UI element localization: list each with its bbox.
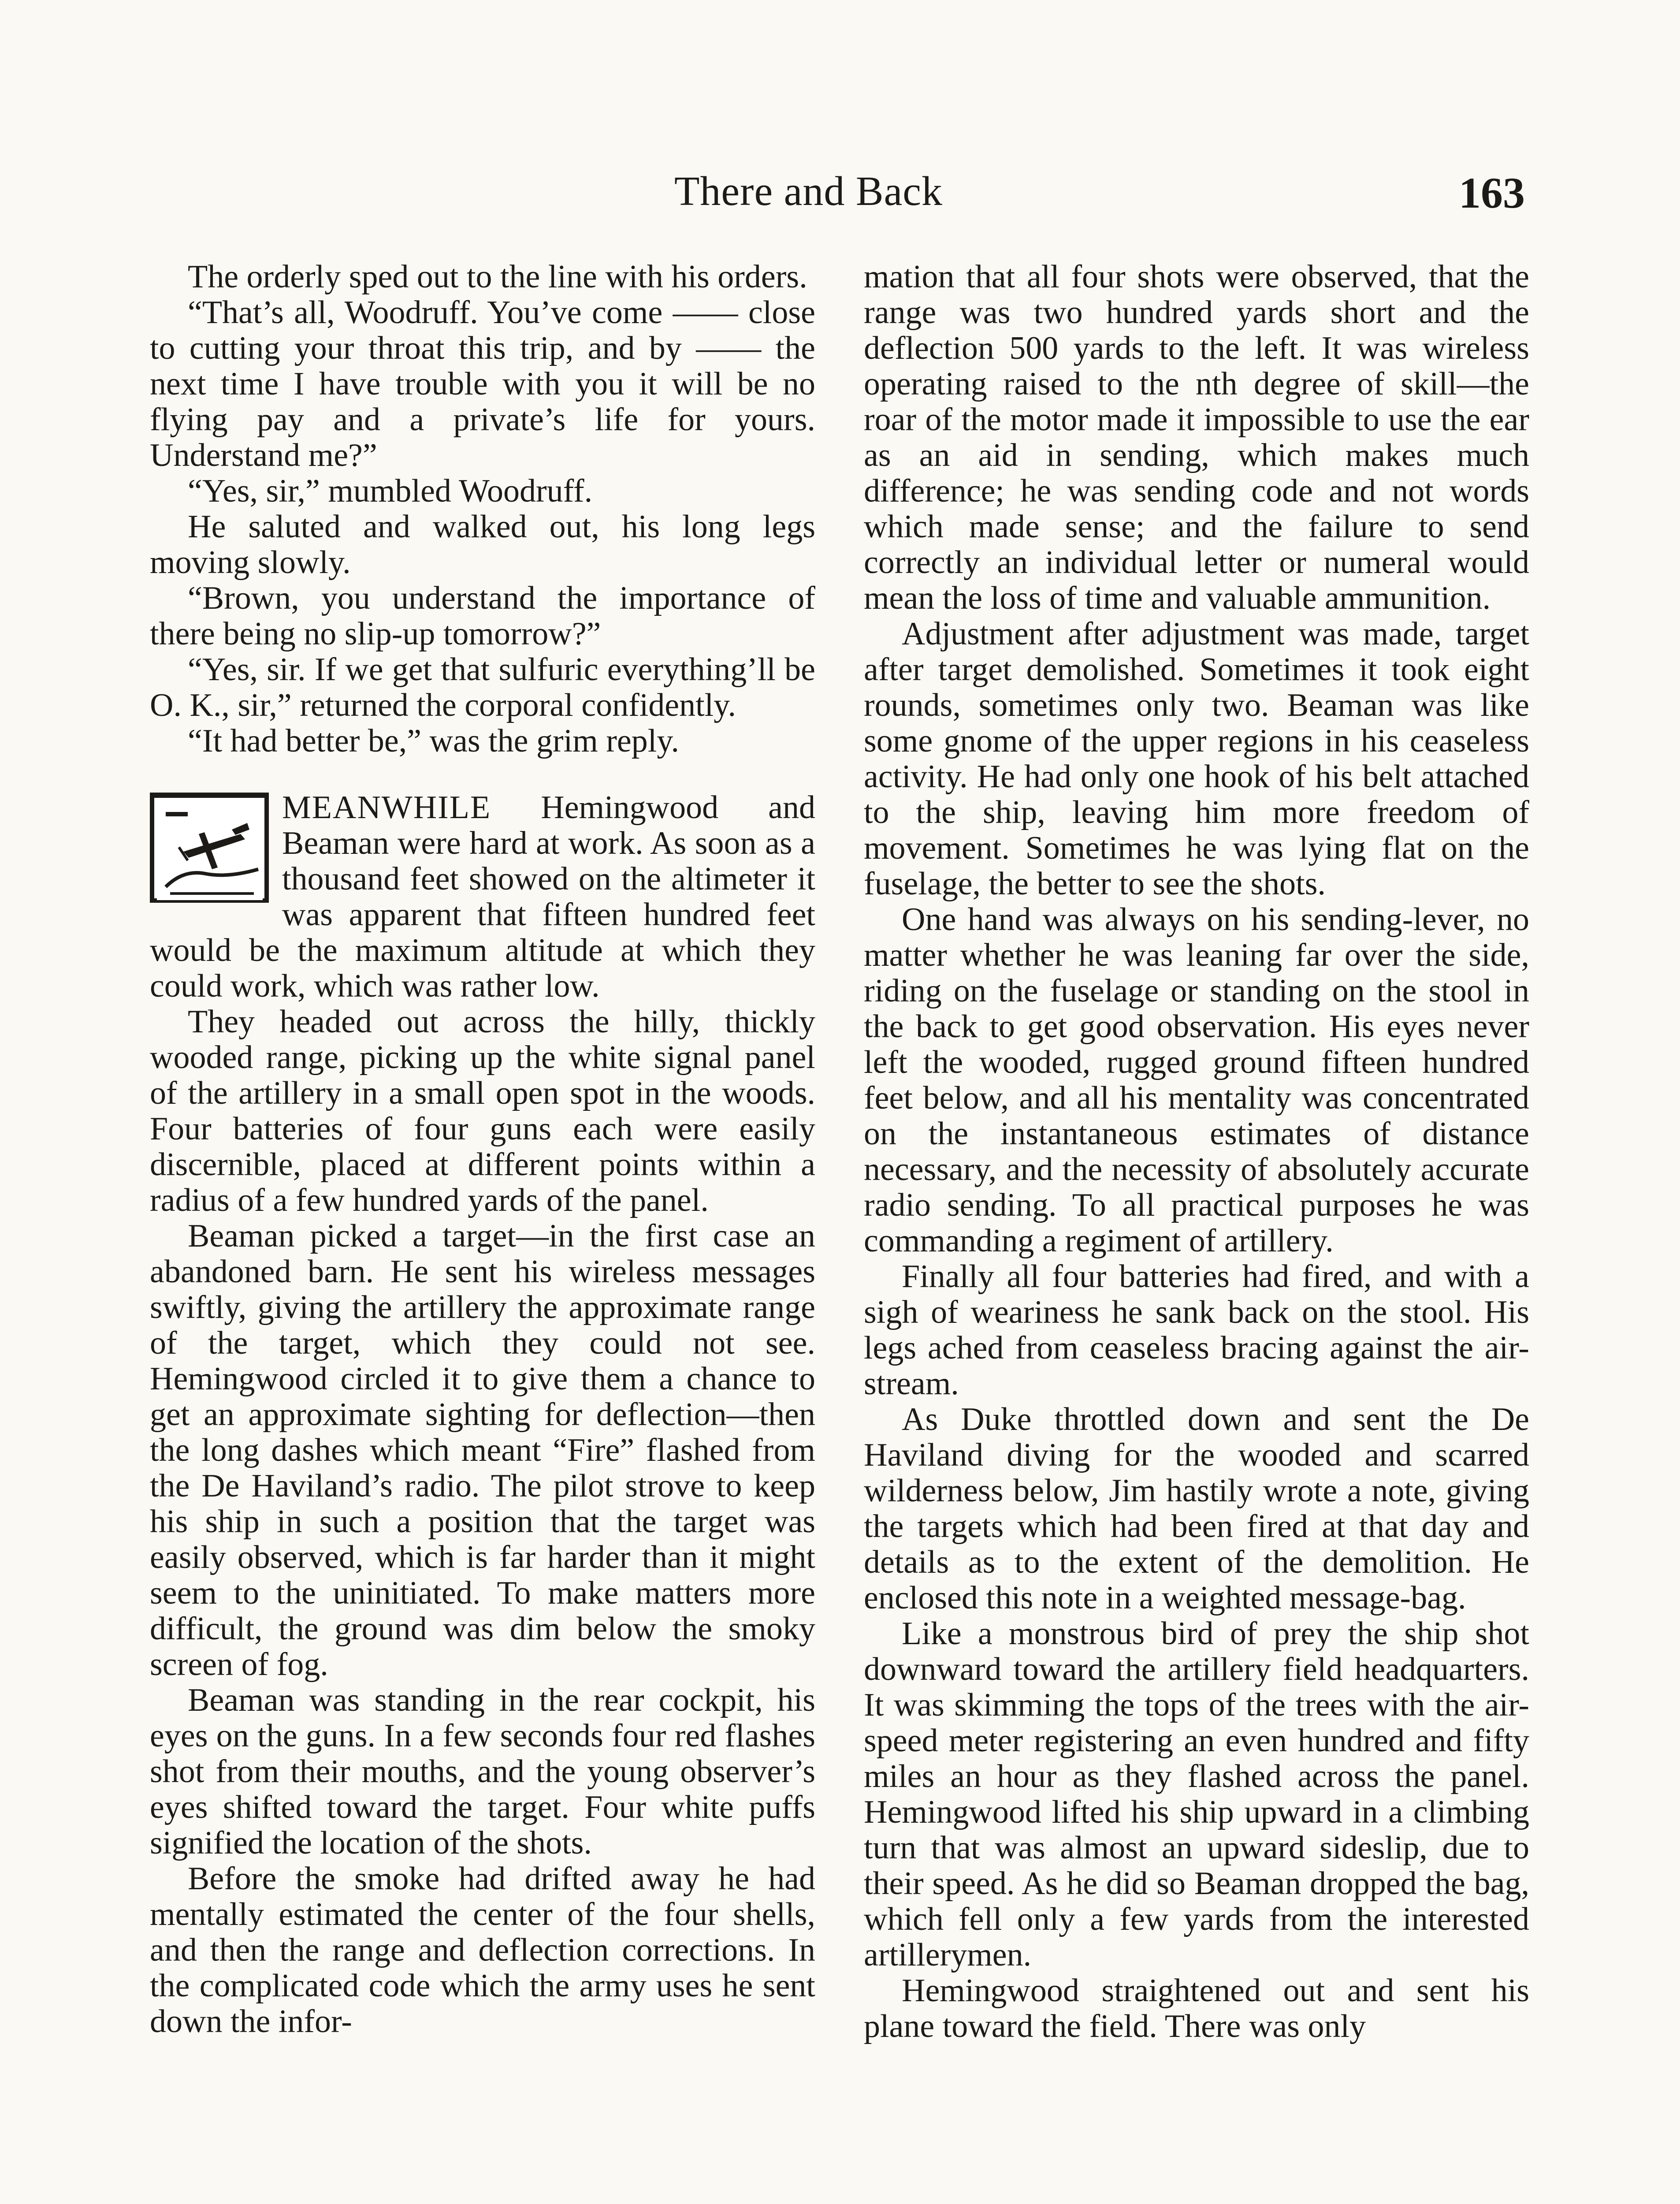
paragraph: “That’s all, Woodruff. You’ve come —— close to cutting your throat this trip, and by —— the next time I have trouble with you it will be no flying pay and a private’s life for yours. Understand me?” xyxy=(150,294,815,473)
section-first-word: MEANWHILE xyxy=(282,789,491,826)
paragraph: They headed out across the hilly, thickly wooded range, picking up the white signal panel of the artillery in a small open spot in the woods. Four batteries of four guns each were easily discernible, placed at different points within a radius of a few hundred yards of the panel. xyxy=(150,1004,815,1218)
paragraph: Finally all four batteries had fired, and with a sigh of weariness he sank back on the stool. His legs ached from ceaseless bracing against the air-stream. xyxy=(864,1258,1529,1402)
paragraph: “Yes, sir,” mumbled Woodruff. xyxy=(188,473,593,509)
paragraph: “It had better be,” was the grim reply. xyxy=(188,723,680,759)
paragraph: Beaman was standing in the rear cockpit, his eyes on the guns. In a few seconds four red flashes shot from their mouths, and the young observer’s eyes shifted toward the target. Four white puffs signified the location of the shots. xyxy=(150,1682,815,1861)
running-header-title: There and Back xyxy=(674,168,943,214)
paragraph: mation that all four shots were observed, that the range was two hundred yards short and the deflection 500 yards to the left. It was wireless operating raised to the nth degree of skill—the roar of the motor made it impossible to use the ear as an aid in sending, which makes much difference; he was sending code and not words which made sense; and the failure to send correctly an individual letter or numeral would mean the loss of time and valuable ammunition. xyxy=(864,259,1529,616)
paragraph-text: Hemingwood and Beaman were hard at work. As soon as a thousand feet showed on the altimeter it was apparent that fifteen hundred feet would be the maximum altitude at which they could work, which was rather low. xyxy=(150,789,815,1004)
paragraph: “Yes, sir. If we get that sulfuric everything’ll be O. K., sir,” returned the corporal confidently. xyxy=(150,652,815,723)
right-column xyxy=(864,259,1529,2044)
paragraph: Beaman picked a target—in the first case an abandoned barn. He sent his wireless messages swiftly, giving the artillery the approximate range of the target, which they could not see. Hemingwood circled it to give them a chance to get an approximate sighting for deflection—then the long dashes which meant “Fire” flashed from the De Haviland’s radio. The pilot strove to keep his ship in such a position that the target was easily observed, which is far harder than it might seem to the uninitiated. To make matters more difficult, the ground was dim below the smoky screen of fog. xyxy=(150,1218,815,1683)
paragraph: The orderly sped out to the line with his orders. xyxy=(188,259,807,295)
left-column xyxy=(150,259,815,2040)
paragraph: Adjustment after adjustment was made, target after target demolished. Sometimes it took eight rounds, sometimes only two. Beaman was like some gnome of the upper regions in his ceaseless activity. He had only one hook of his belt attached to the ship, leaving him more freedom of movement. Sometimes he was lying flat on the fuselage, the better to see the shots. xyxy=(864,616,1529,902)
paragraph: He saluted and walked out, his long legs moving slowly. xyxy=(150,509,815,581)
page-number: 163 xyxy=(1459,168,1525,217)
airplane-vignette-icon xyxy=(150,793,269,903)
paragraph: One hand was always on his sending-lever, no matter whether he was leaning far over the side, riding on the fuselage or standing on the stool in the back to get good observation. His eyes never left the wooded, rugged ground fifteen hundred feet below, and all his mentality was concentrated on the instantaneous estimates of distance necessary, and the necessity of absolutely accurate radio sending. To all practical purposes he was commanding a regiment of artillery. xyxy=(864,901,1529,1259)
section-start-paragraph xyxy=(150,790,815,1004)
paragraph: Before the smoke had drifted away he had mentally estimated the center of the four shells, and then the range and deflection corrections. In the complicated code which the army uses he sent down the infor- xyxy=(150,1861,815,2040)
paragraph: As Duke throttled down and sent the De Haviland diving for the wooded and scarred wilderness below, Jim hastily wrote a note, giving the targets which had been fired at that day and details as to the extent of the demolition. He enclosed this note in a weighted message-bag. xyxy=(864,1401,1529,1616)
paragraph: “Brown, you understand the importance of there being no slip-up tomorrow?” xyxy=(150,580,815,652)
paragraph: Like a monstrous bird of prey the ship shot downward toward the artillery field headquarters. It was skimming the tops of the trees with the air-speed meter registering an even hundred and fifty miles an hour as they flashed across the panel. Hemingwood lifted his ship upward in a climbing turn that was almost an upward sideslip, due to their speed. As he did so Beaman dropped the bag, which fell only a few yards from the interested artillerymen. xyxy=(864,1616,1529,1973)
paragraph: Hemingwood straightened out and sent his plane toward the field. There was only xyxy=(864,1973,1529,2044)
